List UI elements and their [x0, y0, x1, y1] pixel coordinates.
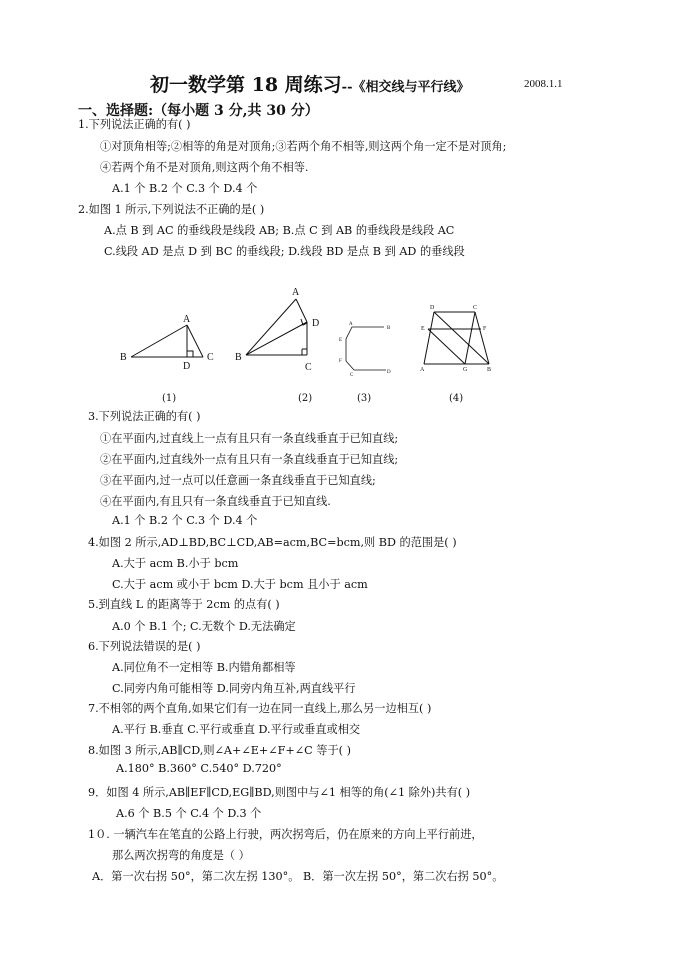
question-line: A.1 个 B.2 个 C.3 个 D.4 个 — [112, 514, 258, 527]
label-a: A — [292, 287, 300, 298]
page-title — [150, 70, 469, 97]
question-line: 1.下列说法正确的有( ) — [78, 118, 191, 131]
question-line: 2.如图 1 所示,下列说法不正确的是( ) — [78, 203, 265, 216]
question-line: 5.到直线 L 的距离等于 2cm 的点有( ) — [88, 598, 280, 611]
question-line: 7.不相邻的两个直角,如果它们有一边在同一直线上,那么另一边相互( ) — [88, 702, 432, 715]
question-line: A.0 个 B.1 个; C.无数个 D.无法确定 — [112, 620, 296, 633]
label-c: C — [473, 305, 478, 311]
question-line: 那么两次拐弯的角度是（ ） — [112, 849, 250, 862]
label-a: A — [349, 322, 353, 327]
label-b: B — [120, 352, 127, 363]
question-line: 3.下列说法正确的有( ) — [88, 410, 201, 423]
label-a: A — [183, 314, 191, 325]
question-line: ④在平面内,有且只有一条直线垂直于已知直线. — [100, 495, 331, 508]
figure-1 — [115, 310, 225, 370]
label-g: G — [463, 367, 468, 373]
question-line: A．第一次右拐 50°，第二次左拐 130°。 B．第一次左拐 50°，第二次右拐 50°。 — [92, 870, 504, 883]
question-line: C.同旁内角可能相等 D.同旁内角互补,两直线平行 — [112, 682, 356, 695]
figure-1-caption: (1) — [162, 393, 177, 404]
label-f: F — [483, 326, 487, 332]
question-line: 9．如图 4 所示,AB∥EF∥CD,EG∥BD,则图中与∠1 相等的角(∠1 除外)共有( ) — [88, 786, 471, 799]
label-b: B — [235, 352, 242, 363]
label-b: B — [487, 367, 492, 373]
label-d: D — [430, 305, 435, 311]
label-c: C — [207, 352, 214, 363]
label-c: C — [350, 373, 354, 378]
question-line: A.180° B.360° C.540° D.720° — [116, 762, 282, 775]
question-line: 4.如图 2 所示,AD⊥BD,BC⊥CD,AB=acm,BC=bcm,则 BD 的范围是( ) — [88, 536, 457, 549]
question-line: A.大于 acm B.小于 bcm — [112, 557, 239, 570]
label-f: F — [339, 359, 342, 364]
date: 2008.1.1 — [524, 78, 563, 90]
figure-2-caption: (2) — [298, 393, 313, 404]
question-line: A.平行 B.垂直 C.平行或垂直 D.平行或垂直或相交 — [112, 723, 361, 736]
question-line: ①对顶角相等;②相等的角是对顶角;③若两个角不相等,则这两个角一定不是对顶角; — [100, 140, 507, 153]
question-line: A.点 B 到 AC 的垂线段是线段 AB; B.点 C 到 AB 的垂线段是线段 AC — [104, 224, 455, 237]
figure-2 — [232, 282, 332, 374]
label-a: A — [420, 367, 425, 373]
label-d: D — [387, 370, 391, 375]
figure-4-caption: (4) — [449, 393, 464, 404]
label-c: C — [305, 362, 312, 373]
question-line: ③在平面内,过一点可以任意画一条直线垂直于已知直线; — [100, 474, 376, 487]
question-line: A.6 个 B.5 个 C.4 个 D.3 个 — [116, 807, 262, 820]
question-line: A.1 个 B.2 个 C.3 个 D.4 个 — [112, 182, 258, 195]
question-line: A.同位角不一定相等 B.内错角都相等 — [112, 661, 296, 674]
title-main: 初一数学第 18 周练习 — [150, 74, 342, 96]
label-b: B — [387, 326, 391, 331]
figure-3-caption: (3) — [357, 393, 372, 404]
question-line: ④若两个角不是对顶角,则这两个角不相等. — [100, 161, 309, 174]
figure-3 — [334, 318, 394, 378]
question-line: ②在平面内,过直线外一点有且只有一条直线垂直于已知直线; — [100, 453, 399, 466]
question-line: 8.如图 3 所示,AB∥CD,则∠A+∠E+∠F+∠C 等于( ) — [88, 744, 351, 757]
question-line: ①在平面内,过直线上一点有且只有一条直线垂直于已知直线; — [100, 432, 399, 445]
label-e: E — [339, 338, 343, 343]
question-line: C.大于 acm 或小于 bcm D.大于 bcm 且小于 acm — [112, 578, 368, 591]
label-d: D — [312, 318, 320, 329]
label-e: E — [421, 326, 425, 332]
title-sub: --《相交线与平行线》 — [341, 80, 470, 95]
figure-4 — [415, 298, 500, 376]
section-heading: 一、选择题:（每小题 3 分,共 30 分） — [78, 103, 319, 119]
question-line: 1０. 一辆汽车在笔直的公路上行驶，两次拐弯后，仍在原来的方向上平行前进， — [88, 828, 483, 841]
label-d: D — [183, 361, 191, 370]
question-line: 6.下列说法错误的是( ) — [88, 640, 201, 653]
question-line: C.线段 AD 是点 D 到 BC 的垂线段; D.线段 BD 是点 B 到 AD 的垂线段 — [104, 245, 465, 258]
